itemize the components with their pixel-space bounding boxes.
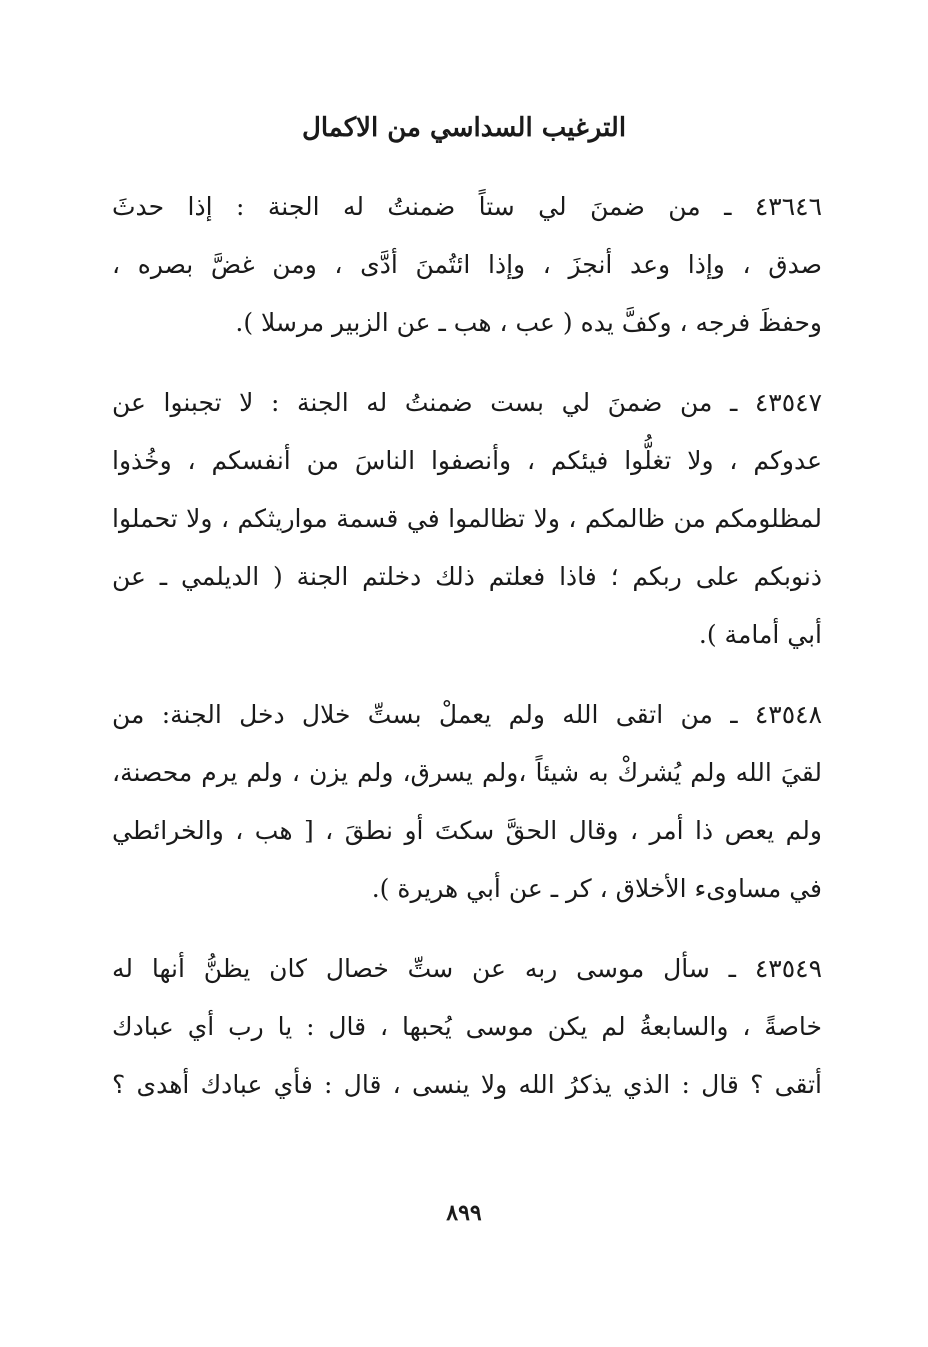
text-line: ذنوبكم على ربكم ؛ فاذا فعلتم ذلك دخلتم الجنة ( الديلمي ـ عن — [112, 562, 822, 591]
text-line: ٤٣٥٤٧ ـ من ضمنَ لي بست ضمنتُ له الجنة : لا تجبنوا عن — [112, 388, 822, 417]
text-line: أتقى ؟ قال : الذي يذكرُ الله ولا ينسى ، قال : فأي عبادك أهدى ؟ — [112, 1070, 822, 1099]
text-line: عدوكم ، ولا تغلُّوا فيئكم ، وأنصفوا الناسَ من أنفسكم ، وخُذوا — [112, 446, 822, 475]
text-line: ٤٣٦٤٦ ـ من ضمنَ لي ستاً ضمنتُ له الجنة : إذا حدثَ — [112, 192, 822, 221]
hadith-entry-43548 — [112, 686, 822, 918]
hadith-entry-43646 — [112, 178, 822, 352]
text-line: لمظلومكم من ظالمكم ، ولا تظالموا في قسمة مواريثكم ، ولا تحملوا — [112, 504, 822, 533]
body-text — [112, 178, 822, 1114]
text-line: في مساوىء الأخلاق ، كر ـ عن أبي هريرة ). — [371, 874, 822, 903]
text-line: وحفظَ فرجه ، وكفَّ يده ( عب ، هب ـ عن الزبير مرسلا ). — [235, 308, 822, 337]
text-line: خاصةً ، والسابعةُ لم يكن موسى يُحبها ، قال : يا رب أي عبادك — [112, 1012, 822, 1041]
page-number: ٨٩٩ — [446, 1200, 482, 1226]
text-line: ٤٣٥٤٨ ـ من اتقى الله ولم يعملْ بستِّ خلال دخل الجنة: من — [112, 700, 822, 729]
text-line: لقيَ الله ولم يُشركْ به شيئاً ،ولم يسرق، ولم يزن ، ولم يرم محصنة، — [112, 758, 822, 787]
text-line: صدق ، وإذا وعد أنجزَ ، وإذا ائتُمنَ أدَّى ، ومن غضَّ بصره ، — [112, 250, 822, 279]
text-line: أبي أمامة ). — [698, 620, 822, 649]
running-title: الترغيب السداسي من الاكمال — [301, 113, 627, 143]
text-line: ولم يعص ذا أمر ، وقال الحقَّ سكتَ أو نطقَ ، [ هب ، والخرائطي — [112, 816, 822, 845]
text-line: ٤٣٥٤٩ ـ سأل موسى ربه عن ستِّ خصال كان يظنُّ أنها له — [112, 954, 822, 983]
hadith-entry-43547 — [112, 374, 822, 664]
hadith-entry-43549 — [112, 940, 822, 1114]
